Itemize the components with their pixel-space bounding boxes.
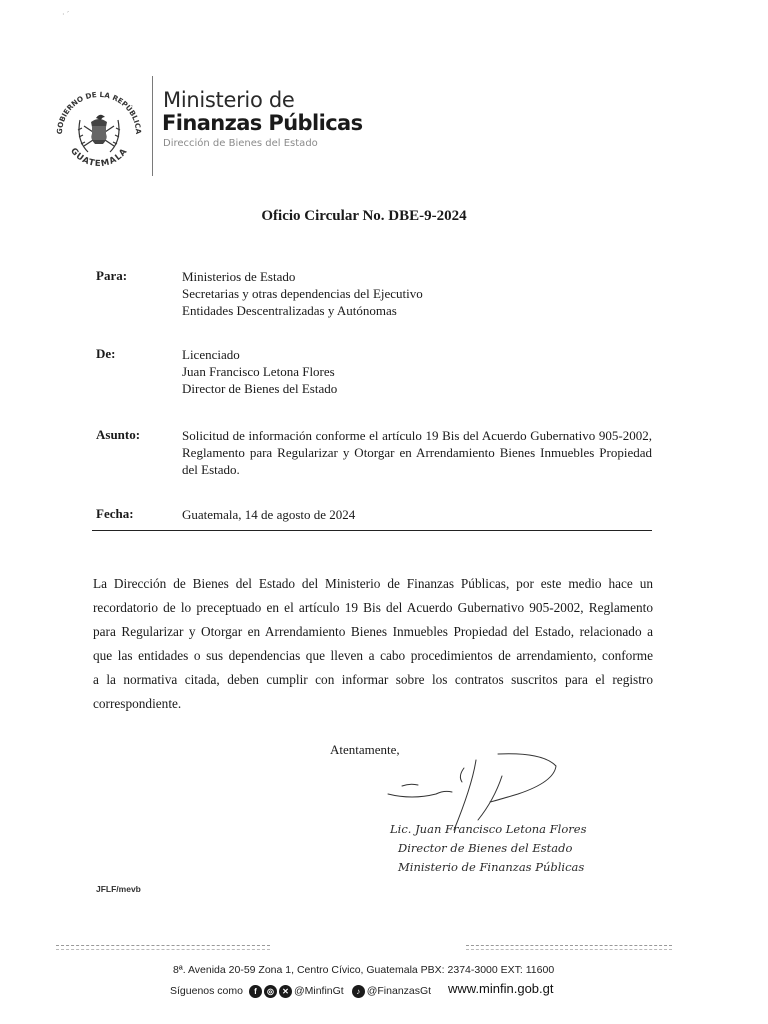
para-line: Entidades Descentralizadas y Autónomas <box>182 303 397 318</box>
body-line: para Regularizar y Otorgar en Arrendamiento Bienes Inmuebles Propiedad del Estado, relacionado a <box>93 624 653 639</box>
footer-divider-left <box>56 945 270 950</box>
x-icon[interactable]: ✕ <box>279 985 292 998</box>
signer-name: Lic. Juan Francisco Letona Flores <box>390 822 587 836</box>
para-value <box>182 268 423 319</box>
footer-divider-right <box>466 945 672 950</box>
de-line: Director de Bienes del Estado <box>182 381 338 396</box>
ministry-name-line2: Finanzas Públicas <box>162 111 363 135</box>
facebook-icon[interactable]: f <box>249 985 262 998</box>
fecha-label: Fecha: <box>96 506 134 521</box>
body-line: La Dirección de Bienes del Estado del Ministerio de Finanzas Públicas, por este medio hace un <box>93 576 653 591</box>
footer-address: 8ª. Avenida 20-59 Zona 1, Centro Cívico, Guatemala PBX: 2374-3000 EXT: 11600 <box>173 964 555 976</box>
scan-artifact: · ˊ <box>62 10 70 19</box>
seal-text-bottom: GUATEMALA <box>68 146 130 170</box>
signer-institution: Ministerio de Finanzas Públicas <box>398 860 585 874</box>
signer-title: Director de Bienes del Estado <box>398 841 573 855</box>
para-line: Ministerios de Estado <box>182 269 296 284</box>
header-divider <box>152 76 153 176</box>
signature-block <box>390 820 586 877</box>
body-line: correspondiente. <box>93 696 182 711</box>
body-line: recordatorio de lo preceptuado en el artículo 19 Bis del Acuerdo Gubernativo 905-2002, Reglamento <box>93 600 653 615</box>
footer-social <box>170 982 431 1000</box>
de-value <box>182 346 337 397</box>
social-handle-1[interactable]: @MinfinGt <box>293 985 344 997</box>
ministry-name-line1: Ministerio de <box>163 88 295 112</box>
de-line: Licenciado <box>182 347 240 362</box>
fecha-value: Guatemala, 14 de agosto de 2024 <box>182 507 356 522</box>
de-label: De: <box>96 346 116 361</box>
para-label: Para: <box>96 268 128 283</box>
website-link[interactable]: www.minfin.gob.gt <box>448 981 554 996</box>
closing: Atentamente, <box>330 742 400 757</box>
body-paragraph <box>93 572 653 716</box>
svg-text:GUATEMALA <box>68 146 130 169</box>
seal-text-top: GOBIERNO DE LA REPÚBLICA <box>54 89 144 135</box>
directorate-name: Dirección de Bienes del Estado <box>163 138 318 149</box>
para-line: Secretarias y otras dependencias del Ejecutivo <box>182 286 423 301</box>
document-title: Oficio Circular No. DBE-9-2024 <box>261 208 467 224</box>
body-line: que las entidades o sus dependencias que lleven a cabo procedimientos de arrendamiento, conforme <box>93 648 653 663</box>
social-handle-2[interactable]: @FinanzasGt <box>366 985 432 997</box>
de-line: Juan Francisco Letona Flores <box>182 364 335 379</box>
reference-initials: JFLF/mevb <box>96 884 141 894</box>
asunto-value: Solicitud de información conforme el artículo 19 Bis del Acuerdo Gubernativo 905-2002, Reglamento para Regularizar y Otorgar en Arrendamiento Bienes Inmuebles Propiedad del Estado. <box>182 428 652 477</box>
instagram-icon[interactable]: ◎ <box>264 985 277 998</box>
follow-label: Síguenos como <box>170 985 243 997</box>
tiktok-icon[interactable]: ♪ <box>352 985 365 998</box>
asunto-label: Asunto: <box>96 427 141 442</box>
coat-of-arms-seal <box>48 80 150 182</box>
body-line: a la normativa citada, deben cumplir con informar sobre los contratos suscritos para el registro <box>93 672 653 687</box>
header-rule <box>92 530 652 531</box>
